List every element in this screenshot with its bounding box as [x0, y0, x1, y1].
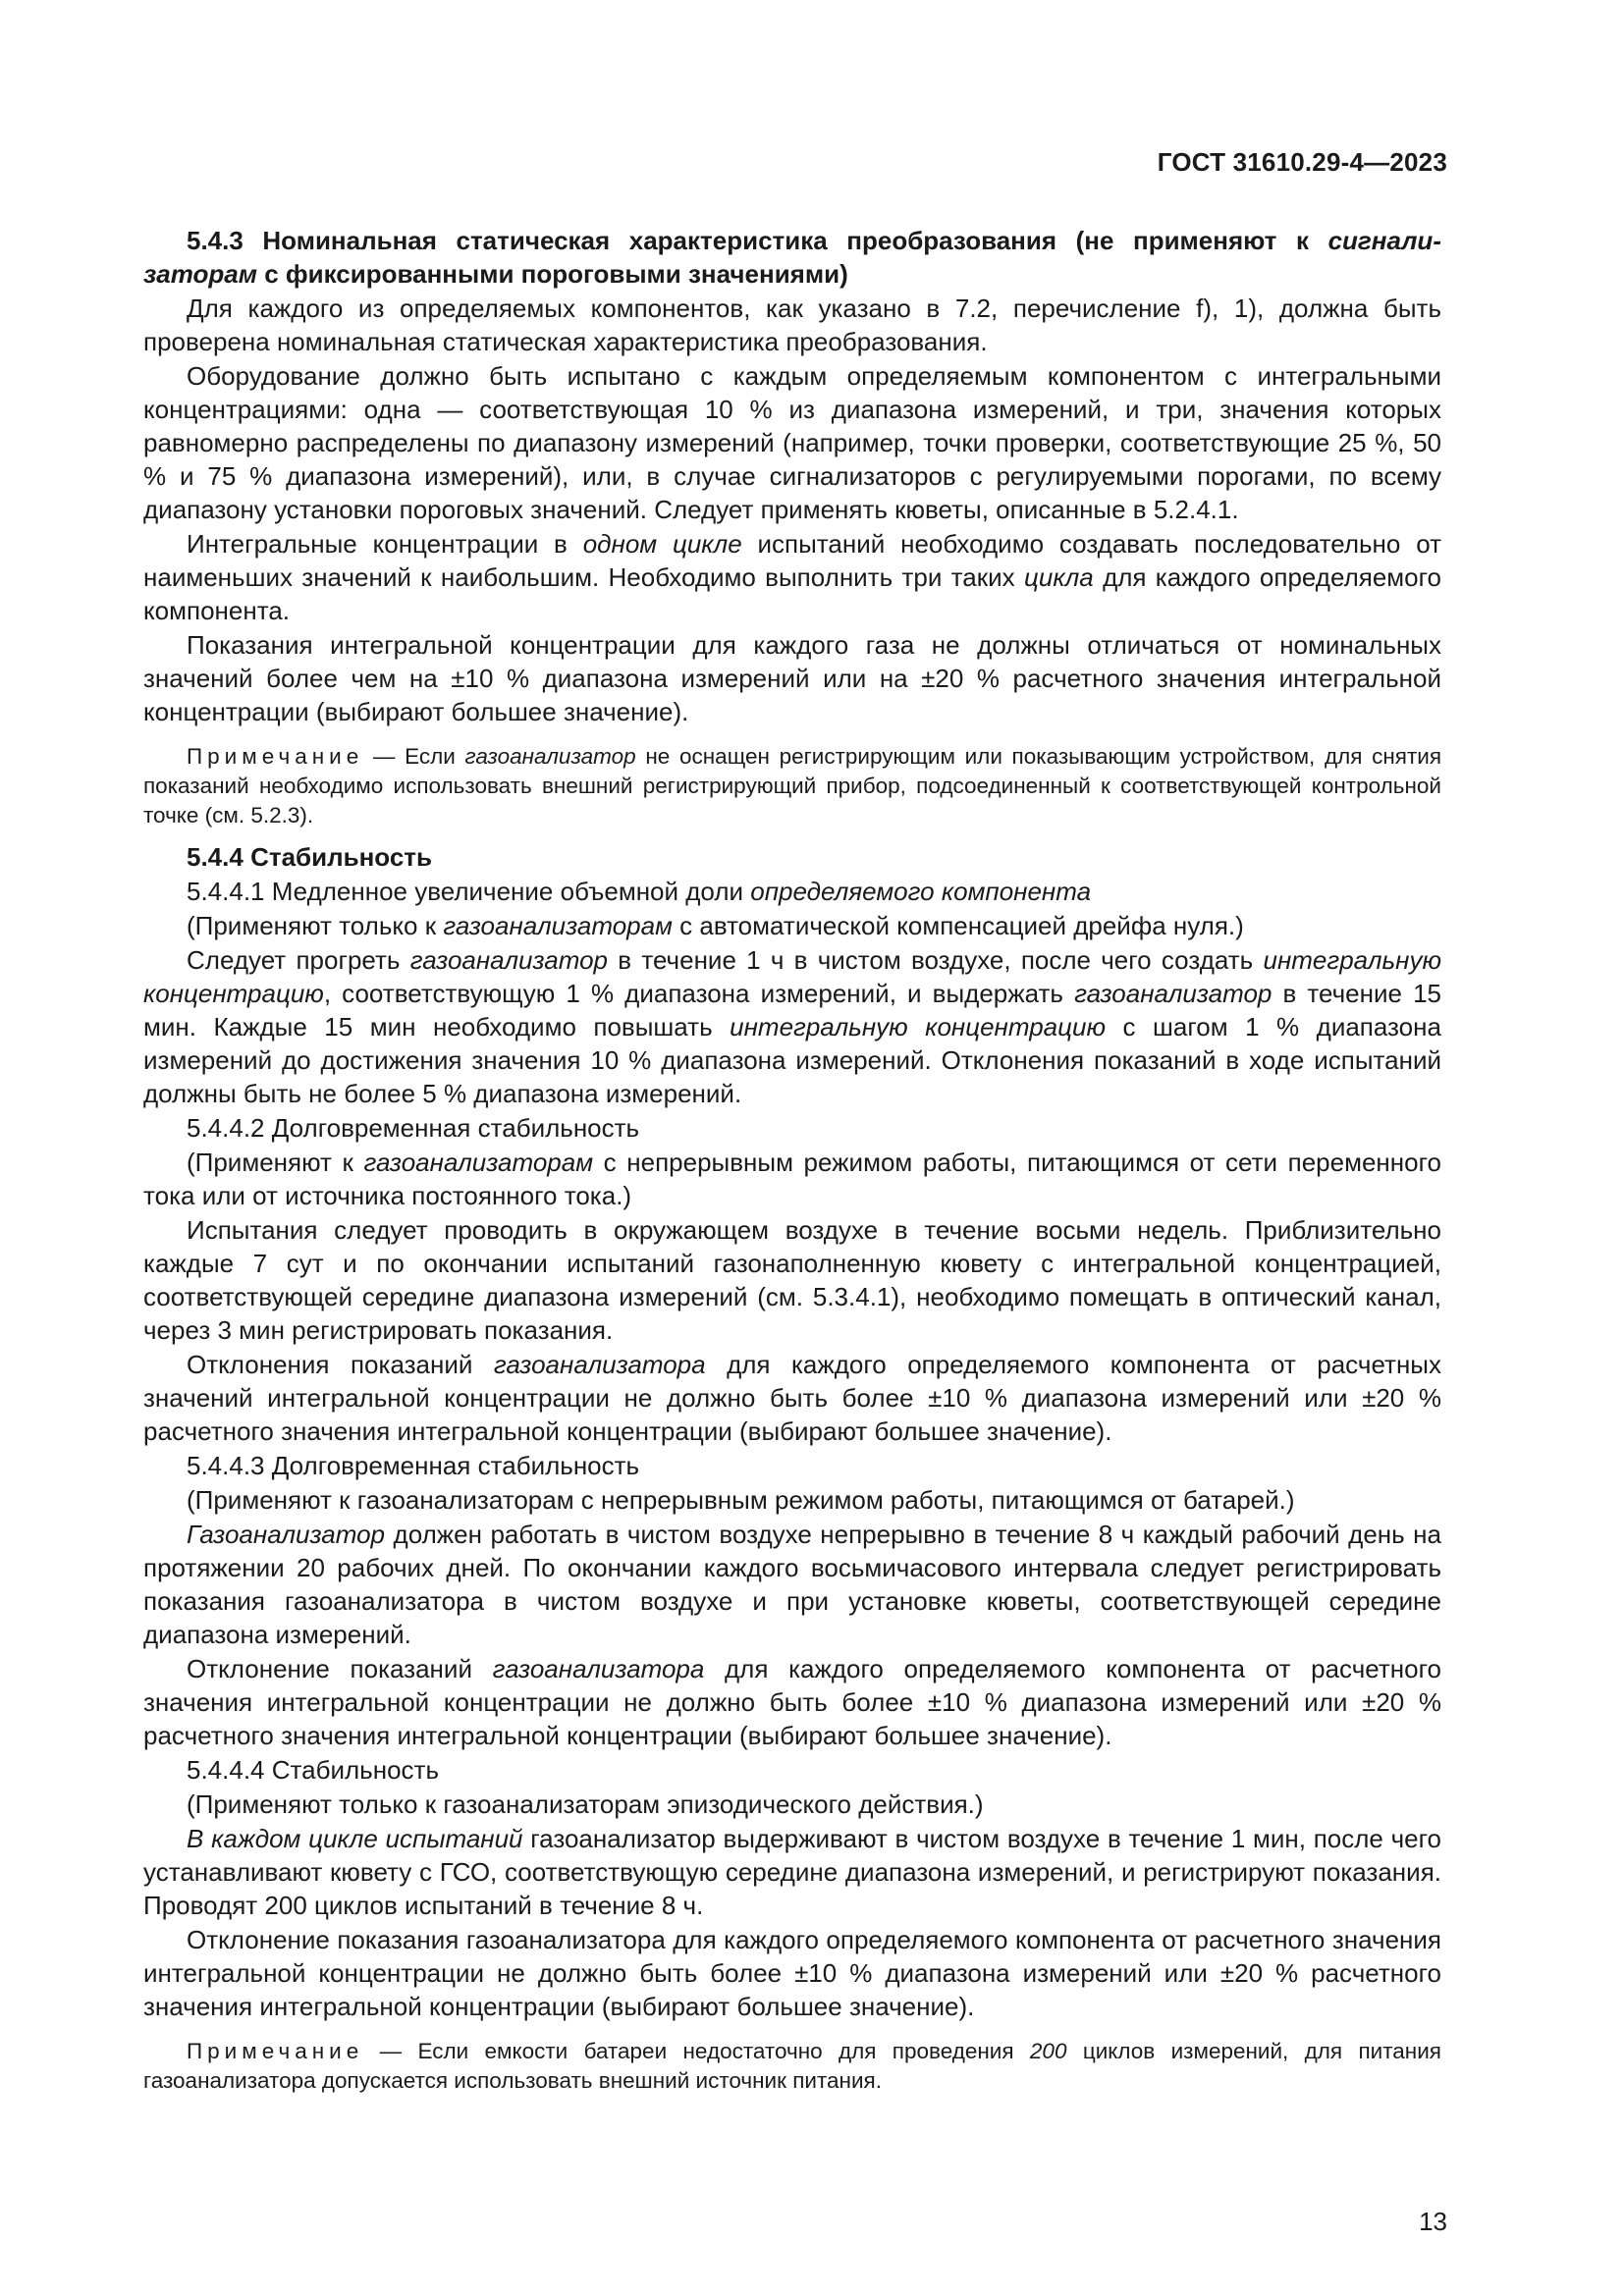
paragraph: Отклонение показаний газоанализатора для каждого определяемого компонента от расчетного значения интегральной концентрации не должно быть более ±10 % диапазона измерений или ±20 % расчетного значения интегральной концентрации (выбирают большее значение).	[143, 1654, 1441, 1750]
section-number: 5.4.4	[187, 842, 244, 872]
paragraph: В каждом цикле испытаний газоанализатор выдерживают в чистом воздухе в течение 1 мин, после чего устанавливают кювету с ГСО, соответствующую середине диапазона измерений, и регистрируют показания. Проводят 200 циклов испытаний в течение 8 ч.	[143, 1824, 1441, 1920]
subsection-5-4-4-2-heading: 5.4.4.2 Долговременная стабильность	[187, 1113, 640, 1143]
section-title: Стабильность	[250, 842, 432, 872]
page-body	[143, 224, 1441, 2106]
paragraph: Интегральные концентрации в одном цикле испытаний необходимо создавать последовательно от наименьших значений к наибольшим. Необходимо выполнить три таких цикла для каждого определяемого компонента.	[143, 529, 1441, 625]
paragraph: Испытания следует проводить в окружающем воздухе в течение восьми недель. Приблизительно каждые 7 сут и по окончании испытаний газонаполненную кювету с интегральной концентрацией, соответствующей середине диапазона измерений (см. 5.3.4.1), необходимо помещать в оптический канал, через 3 мин регистрировать показания.	[143, 1215, 1441, 1345]
paragraph: Отклонения показаний газоанализатора для каждого определяемого компонента от расчетных значений интегральной концентрации не должно быть более ±10 % диапазона измерений или ±20 % расчетного значения интегральной концентрации (выбирают большее значение).	[143, 1350, 1441, 1446]
section-title: Номинальная статическая характеристика преобразования (не применяют к	[262, 226, 1309, 255]
section-5-4-4-heading	[143, 840, 1441, 874]
section-title-italic: сигнали-заторам	[143, 226, 1441, 289]
note: Примечание — Если газоанализатор не оснащен регистрирующим или показывающим устройством, для снятия показаний необходимо использовать внешний регистрирующий прибор, подсоединенный к соответствующей контрольной точке (см. 5.2.3).	[143, 744, 1442, 828]
note: Примечание — Если емкости батареи недостаточно для проведения 200 циклов измерений, для питания газоанализатора допускается использовать внешний источник питания.	[143, 2039, 1441, 2093]
note-label: Примечание	[187, 744, 364, 769]
subsection-5-4-4-1-heading: 5.4.4.1 Медленное увеличение объемной доли определяемого компонента	[187, 877, 1092, 906]
paragraph: Оборудование должно быть испытано с каждым определяемым компонентом с интегральными концентрациями: одна — соответствующая 10 % из диапазона измерений, и три, значения которых равномерно распределены по диапазону измерений (например, точки проверки, соответствующие 25 %, 50 % и 75 % диапазона измерений), или, в случае сигнализаторов с регулируемыми порогами, по всему диапазону установки пороговых значений. Следует применять кюветы, описанные в 5.2.4.1.	[143, 361, 1441, 524]
paragraph: (Применяют только к газоанализаторам эпизодического действия.)	[187, 1789, 984, 1819]
paragraph: Газоанализатор должен работать в чистом воздухе непрерывно в течение 8 ч каждый рабочий день на протяжении 20 рабочих дней. По окончании каждого восьмичасового интервала следует регистрировать показания газоанализатора в чистом воздухе и при установке кюветы, соответствующей середине диапазона измерений.	[143, 1520, 1441, 1649]
subsection-5-4-4-3-heading: 5.4.4.3 Долговременная стабильность	[187, 1451, 640, 1480]
paragraph: (Применяют к газоанализаторам с непрерывным режимом работы, питающимся от сети переменного тока или от источника постоянного тока.)	[143, 1148, 1441, 1210]
paragraph: (Применяют только к газоанализаторам с автоматической компенсацией дрейфа нуля.)	[187, 911, 1244, 940]
section-title-end: с фиксированными пороговыми значениями)	[264, 259, 848, 289]
paragraph: (Применяют к газоанализаторам с непрерывным режимом работы, питающимся от батарей.)	[187, 1485, 1295, 1515]
paragraph: Показания интегральной концентрации для каждого газа не должны отличаться от номинальных значений более чем на ±10 % диапазона измерений или на ±20 % расчетного значения интегральной концентрации (выбирают большее значение).	[143, 630, 1441, 726]
paragraph: Следует прогреть газоанализатор в течение 1 ч в чистом воздухе, после чего создать интегральную концентрацию, соответствующую 1 % диапазона измерений, и выдержать газоанализатор в течение 15 мин. Каждые 15 мин необходимо повышать интегральную концентрацию с шагом 1 % диапазона измерений до достижения значения 10 % диапазона измерений. Отклонения показаний в ходе испытаний должны быть не более 5 % диапазона измерений.	[143, 945, 1442, 1108]
paragraph: Для каждого из определяемых компонентов, как указано в 7.2, перечисление f), 1), должна быть проверена номинальная статическая характеристика преобразования.	[143, 294, 1441, 356]
document-header: ГОСТ 31610.29-4—2023	[1157, 147, 1447, 177]
section-number: 5.4.3	[187, 226, 244, 255]
subsection-5-4-4-4-heading: 5.4.4.4 Стабильность	[187, 1755, 439, 1785]
paragraph: Отклонение показания газоанализатора для каждого определяемого компонента от расчетного значения интегральной концентрации не должно быть более ±10 % диапазона измерений или ±20 % расчетного значения интегральной концентрации (выбирают большее значение).	[143, 1925, 1441, 2021]
section-5-4-3-heading	[143, 224, 1441, 291]
note-label: Примечание	[187, 2039, 364, 2063]
page-number: 13	[1419, 2207, 1447, 2236]
